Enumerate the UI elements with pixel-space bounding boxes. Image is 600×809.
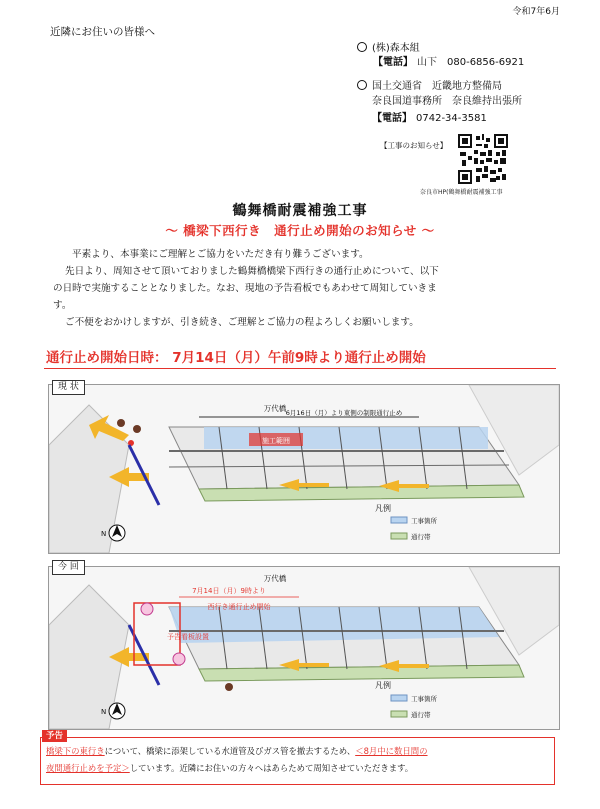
agency-tel: 0742-34-3581 — [416, 113, 487, 124]
warning-text-2: しています。近隣にお住いの方々へはあらためて周知させていただきます。 — [129, 763, 414, 773]
tel-label: 【電話】 — [372, 113, 412, 124]
next-map — [49, 567, 559, 729]
map-note-1: 7月14日（月）9時より — [192, 587, 266, 595]
svg-text:N: N — [101, 708, 107, 716]
legend-title: 凡例 — [375, 504, 391, 513]
current-tag: 現 状 — [52, 380, 85, 395]
banner-underline — [44, 368, 556, 369]
circle-bullet-icon — [357, 80, 367, 90]
body-line-2: 先日より、周知させて頂いておりました鶴舞橋橋梁下西行きの通行止めについて、以下 — [65, 266, 439, 277]
warning-tag: 予告 — [42, 730, 67, 742]
page-title: 鶴舞橋耐震補強工事 — [232, 203, 368, 219]
map-note: 6月16日（月）より東側の制限通行止め — [285, 409, 403, 417]
agency-name: 国土交通省 近畿地方整備局 — [372, 81, 502, 92]
notice-label: 【工事のお知らせ】 — [380, 141, 448, 150]
svg-text:N: N — [101, 530, 107, 538]
hp-caption: 奈良市HP(鶴舞橋耐震補強工事 — [420, 189, 503, 196]
body-line-5: ご不便をおかけしますが、引き続き、ご理解とご協力の程よろしくお願いします。 — [65, 317, 419, 328]
next-map-panel — [48, 566, 560, 730]
current-map — [49, 385, 559, 553]
warning-line-2 — [46, 761, 413, 775]
page-subtitle: ～ 橋梁下西行き 通行止め開始のお知らせ ～ — [165, 223, 435, 238]
legend-lane: 通行帯 — [411, 533, 431, 541]
warning-highlight-2: ＜8月中に数日間の — [355, 746, 428, 756]
company-tel: 山下 080-6856-6921 — [417, 57, 525, 68]
legend-work: 工事箇所 — [411, 695, 437, 703]
work-area-label: 施工範囲 — [262, 437, 290, 445]
greeting: 近隣にお住いの皆様へ — [50, 26, 155, 38]
legend-title: 凡例 — [375, 681, 391, 690]
map-bridge-label: 万代橋 — [263, 404, 287, 413]
map-note-2: 西行き通行止め開始 — [207, 603, 271, 611]
warning-line-1 — [46, 744, 428, 758]
map-bridge-label: 万代橋 — [263, 574, 287, 583]
circle-bullet-icon — [357, 42, 367, 52]
agency-tel-line — [372, 113, 487, 125]
tel-label: 【電話】 — [373, 57, 413, 68]
company-tel-line — [373, 57, 524, 69]
body-line-4: す。 — [53, 300, 72, 311]
warning-text-1: について、橋梁に添架している水道管及びガス管を撤去するため、 — [104, 746, 356, 756]
agency-line-1 — [357, 80, 502, 93]
warning-highlight-1: 橋梁下の東行き — [46, 746, 105, 756]
issue-date: 令和7年6月 — [512, 7, 560, 17]
company-name: (株)森本組 — [372, 43, 420, 54]
legend-work: 工事箇所 — [411, 517, 437, 525]
qr-code-icon[interactable] — [458, 134, 508, 184]
warning-highlight-3: 夜間通行止めを予定＞ — [46, 763, 130, 773]
agency-line-2: 奈良国道事務所 奈良維持出張所 — [372, 96, 522, 107]
next-tag: 今 回 — [52, 560, 85, 575]
sign-label: 予告看板設置 — [167, 633, 209, 641]
body-line-3: の日時で実施することとなりました。なお、現地の予告看板でもあわせて周知していきま — [53, 283, 437, 294]
current-map-panel — [48, 384, 560, 554]
company-line — [357, 42, 420, 55]
legend-lane: 通行帯 — [411, 711, 431, 719]
body-line-1: 平素より、本事業にご理解とご協力をいただき有り難うございます。 — [72, 249, 369, 260]
closure-banner: 通行止め開始日時： 7月14日（月）午前9時より通行止め開始 — [46, 350, 426, 366]
